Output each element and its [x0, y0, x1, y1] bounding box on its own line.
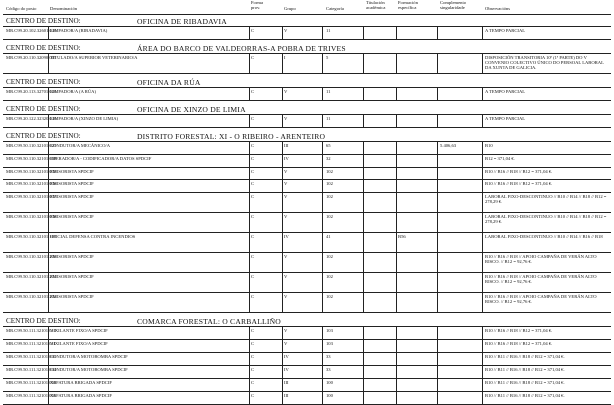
section-heading: [0, 131, 614, 141]
cell-grupo: V: [284, 28, 288, 33]
cell-observacions: B10 // B11 // B16 // B18 // B12 = 371,04 €.: [485, 367, 565, 372]
cell-codigo: MR.C99.50.110.32101.036: [6, 181, 57, 187]
cell-categoria: 102: [326, 214, 333, 220]
cell-denominacion: CONDUTOR/A MOTOBOMBA SPDCIF: [50, 354, 128, 360]
cell-categoria: 102: [326, 181, 333, 187]
cell-codigo: MR.C99.20.102.32601.010: [6, 28, 57, 33]
cell-grupo: IV: [284, 155, 289, 161]
section-name: DISTRITO FORESTAL: XI - O RIBEIRO - ARENTEIRO: [137, 131, 326, 141]
cell-forma: C: [251, 155, 255, 161]
cell-grupo: V: [284, 88, 288, 94]
header-formas: Forma prov.: [251, 0, 263, 10]
cell-categoria: 102: [326, 274, 333, 280]
cell-observacions: B10 // B11 // B16 // B18 // B12 = 371,04 €.: [485, 354, 565, 360]
column-rule: [48, 326, 49, 403]
cell-denominacion: VIXILANTE FIXO/A SPDCIF: [50, 341, 108, 347]
cell-observacions: B10 // B11 // B16 // B18 // B12 = 371,04 €.: [485, 379, 565, 385]
row-rule: [3, 312, 611, 313]
column-rule: [48, 87, 49, 100]
cell-observacions: B10 // B11 // B16 // B18 // B12 = 371,04 €.: [485, 392, 565, 398]
cell-forma: C: [251, 274, 255, 280]
cell-codigo: MR.C99.50.110.32101.030: [6, 155, 57, 161]
cell-grupo: V: [284, 328, 288, 334]
column-rule: [363, 87, 364, 100]
cell-grupo: V: [284, 168, 288, 174]
cell-grupo: III: [284, 392, 289, 398]
cell-observacions: B10 // B16 // B18 // B12 = 371,04 €.: [485, 328, 553, 334]
cell-observacions: LABORAL FIXO-DESCONTINUO // B10 // B14 // B18 // B12 = 278,29 €.: [485, 194, 607, 205]
cell-forma: C: [251, 28, 255, 33]
column-rule: [363, 53, 364, 73]
table-row: [0, 352, 614, 365]
cell-categoria: 103: [326, 328, 333, 334]
cell-categoria: 41: [326, 234, 331, 240]
cell-grupo: III: [284, 142, 289, 148]
header-complemento: Complemento singularidade: [440, 0, 467, 10]
table-row: [0, 212, 614, 232]
cell-grupo: III: [284, 379, 289, 385]
table-row: [0, 292, 614, 312]
row-rule: [3, 73, 611, 74]
header-observacions: Observacións: [485, 6, 511, 11]
cell-forma: C: [251, 168, 255, 174]
cell-denominacion: LIMPADOR/A (XINZO DE LIMIA): [50, 115, 119, 121]
header-rule: [3, 14, 611, 15]
column-rule: [363, 114, 364, 127]
cell-grupo: IV: [284, 354, 289, 360]
column-rule: [322, 26, 323, 39]
column-rule: [322, 114, 323, 127]
cell-denominacion: EMISORISTA SPDCIF: [50, 274, 94, 280]
cell-codigo: MR.C99.50.110.32101.201: [6, 274, 57, 280]
cell-forma: C: [251, 379, 255, 385]
section-label: CENTRO DE DESTINO:: [6, 77, 81, 86]
cell-forma: C: [251, 194, 255, 200]
column-rule: [396, 53, 397, 73]
column-rule: [482, 114, 483, 127]
section-name: OFICINA DE RIBADAVIA: [137, 17, 227, 26]
table-header: [0, 0, 614, 15]
cell-forma: C: [251, 214, 255, 220]
cell-denominacion: LIMPADOR/A (RIBADAVIA): [50, 28, 108, 33]
header-categoria: Categoría: [326, 6, 344, 11]
column-rule: [396, 114, 397, 127]
cell-observacions: B10 // B16 // B18 // B12 = 371,04 €.: [485, 181, 553, 187]
cell-forma: C: [251, 354, 255, 360]
cell-codigo: MR.C99.50.111.32101.011: [6, 341, 56, 347]
cell-categoria: 33: [326, 367, 331, 372]
cell-forma: C: [251, 392, 255, 398]
column-rule: [282, 26, 283, 39]
header-denominacion: Denominación: [50, 6, 78, 11]
cell-denominacion: EMISORISTA SPDCIF: [50, 294, 94, 300]
header-formacion: Formación específica: [398, 0, 418, 10]
column-rule: [322, 53, 323, 73]
section-heading: [0, 77, 614, 87]
cell-denominacion: EMISORISTA SPDCIF: [50, 214, 94, 220]
cell-categoria: 33: [326, 354, 331, 360]
cell-observacions: A TEMPO PARCIAL: [485, 115, 526, 121]
table-row: [0, 154, 614, 167]
cell-denominacion: EMISORISTA SPDCIF: [50, 168, 94, 174]
cell-categoria: 102: [326, 194, 333, 200]
section-label: CENTRO DE DESTINO:: [6, 317, 81, 326]
column-rule: [363, 26, 364, 39]
column-rule: [363, 141, 364, 313]
cell-categoria: 65: [326, 142, 331, 148]
cell-codigo: MR.C99.50.110.32101.038: [6, 214, 57, 220]
cell-forma: C: [251, 367, 255, 372]
table-row: [0, 272, 614, 292]
cell-observacions: B10 // B16 // B18 // APOIO CAMPAÑA DE VERÁN ALTO RISCO. // B12 = 92,76 €.: [485, 294, 597, 305]
column-rule: [282, 141, 283, 313]
cell-denominacion: XEFATURA BRIGADA SPDCIF: [50, 392, 112, 398]
column-rule: [48, 53, 49, 73]
section-name: OFICINA DA RÚA: [137, 77, 201, 87]
cell-denominacion: EMISORISTA SPDCIF: [50, 181, 94, 187]
column-rule: [249, 141, 250, 313]
cell-categoria: 100: [326, 379, 333, 385]
cell-grupo: V: [284, 274, 288, 280]
cell-observacions: B12 = 371,04 €.: [485, 155, 515, 161]
cell-forma: C: [251, 328, 255, 334]
column-rule: [249, 87, 250, 100]
column-rule: [482, 26, 483, 39]
table-row: [0, 87, 614, 100]
column-rule: [437, 114, 438, 127]
section-label: CENTRO DE DESTINO:: [6, 17, 81, 25]
cell-grupo: V: [284, 254, 288, 260]
table-row: [0, 232, 614, 252]
column-rule: [249, 26, 250, 39]
table-row: [0, 192, 614, 212]
column-rule: [249, 326, 250, 403]
cell-categoria: 103: [326, 341, 333, 347]
table-row: [0, 365, 614, 378]
column-rule: [482, 326, 483, 403]
cell-denominacion: OPERADOR/A - CODIFICADOR/A DATOS SPDCIF: [50, 155, 152, 161]
cell-categoria: 100: [326, 392, 333, 398]
column-rule: [282, 87, 283, 100]
cell-forma: C: [251, 142, 255, 148]
cell-formacion: B56: [398, 234, 406, 240]
column-rule: [48, 141, 49, 313]
table-row: [0, 114, 614, 127]
column-rule: [48, 114, 49, 127]
cell-categoria: 102: [326, 254, 333, 260]
table-row: [0, 378, 614, 391]
column-rule: [396, 87, 397, 100]
column-rule: [282, 53, 283, 73]
cell-categoria: 11: [326, 88, 331, 94]
column-rule: [282, 326, 283, 403]
section-name: ÁREA DO BARCO DE VALDEORRAS-A POBRA DE TRIVES: [137, 43, 346, 53]
column-rule: [482, 87, 483, 100]
table-row: [0, 179, 614, 192]
header-grupo: Grupo: [284, 6, 296, 11]
section-heading: [0, 43, 614, 53]
cell-observacions: A TEMPO PARCIAL: [485, 88, 526, 94]
cell-categoria: 32: [326, 155, 331, 161]
cell-grupo: IV: [284, 367, 289, 372]
cell-observacions: B10 // B16 // B18 // APOIO CAMPAÑA DE VERÁN ALTO RISCO. // B12 = 92,76 €.: [485, 254, 597, 265]
cell-observacions: B10 // B16 // B18 // APOIO CAMPAÑA DE VERÁN ALTO RISCO. // B12 = 92,76 €.: [485, 274, 597, 285]
cell-codigo: MR.C99.20.113.32701.010: [6, 88, 57, 94]
table-row: [0, 339, 614, 352]
cell-denominacion: CONDUTOR/A MECÁNICO/A: [50, 142, 111, 148]
column-rule: [322, 326, 323, 403]
table-row: [0, 141, 614, 154]
cell-categoria: 102: [326, 168, 333, 174]
section-label: CENTRO DE DESTINO:: [6, 104, 81, 113]
cell-denominacion: VIXILANTE FIXO/A SPDCIF: [50, 328, 108, 334]
column-rule: [437, 26, 438, 39]
cell-categoria: 11: [326, 115, 331, 121]
cell-forma: C: [251, 254, 255, 260]
cell-categoria: 5: [326, 54, 329, 60]
column-rule: [48, 26, 49, 39]
cell-observacions: B10 // B16 // B18 // B12 = 371,04 €.: [485, 341, 553, 347]
section-label: CENTRO DE DESTINO:: [6, 43, 81, 52]
column-rule: [249, 53, 250, 73]
cell-codigo: MR.C99.50.110.32101.200: [6, 254, 57, 260]
cell-codigo: MR.C99.50.110.32101.025: [6, 142, 57, 148]
cell-denominacion: CONDUTOR/A MOTOBOMBA SPDCIF: [50, 367, 128, 372]
column-rule: [396, 141, 397, 313]
cell-codigo: MR.C99.50.110.32101.101: [6, 234, 57, 240]
table-row: [0, 326, 614, 339]
cell-denominacion: TITULADO/A SUPERIOR VETERINARIO/A: [50, 54, 138, 60]
cell-complemento: 5.406,63: [440, 142, 457, 148]
cell-forma: C: [251, 88, 255, 94]
cell-observacions: A TEMPO PARCIAL: [485, 28, 526, 33]
column-rule: [482, 53, 483, 73]
table-row: [0, 26, 614, 39]
cell-observacions: DISPOSICIÓN TRANSITORIA 10ª (1ª PARTE) DO V CONVENIO COLECTIVO ÚNICO DO PERSOAL LABORAL DA XUNTA DE GALICIA.: [485, 54, 604, 70]
cell-forma: C: [251, 115, 255, 121]
cell-codigo: MR.C99.50.110.32101.202: [6, 294, 57, 300]
table-row: [0, 53, 614, 73]
section-name: OFICINA DE XINZO DE LIMIA: [137, 104, 246, 114]
cell-codigo: MR.C99.20.122.32320.010: [6, 115, 57, 121]
cell-categoria: 102: [326, 294, 333, 300]
cell-codigo: MR.C99.50.111.32101.034: [6, 367, 57, 372]
cell-forma: C: [251, 181, 255, 187]
column-rule: [363, 326, 364, 403]
section-heading: [0, 16, 614, 26]
cell-codigo: MR.C99.50.110.32101.035: [6, 168, 57, 174]
column-rule: [322, 141, 323, 313]
section-heading: [0, 104, 614, 114]
cell-grupo: IV: [284, 234, 289, 240]
cell-codigo: MR.C99.50.111.32101.031: [6, 354, 57, 360]
cell-denominacion: XEFATURA BRIGADA SPDCIF: [50, 379, 112, 385]
column-rule: [437, 53, 438, 73]
cell-observacions: B10: [485, 142, 493, 148]
cell-grupo: V: [284, 341, 288, 347]
table-row: [0, 167, 614, 180]
cell-observacions: LABORAL FIXO-DESCONTINUO // B10 // B14 // B18 // B12 = 278,29 €.: [485, 214, 607, 225]
cell-codigo: MR.C99.50.111.32101.010: [6, 328, 57, 334]
cell-grupo: V: [284, 115, 288, 121]
cell-denominacion: EMISORISTA SPDCIF: [50, 194, 94, 200]
section-name: COMARCA FORESTAL: O CARBALLIÑO: [137, 317, 281, 327]
cell-codigo: MR.C99.20.110.32090.005: [6, 54, 57, 60]
table-row: [0, 252, 614, 272]
section-heading: [0, 316, 614, 326]
cell-observacions: B10 // B16 // B18 // B12 = 371,04 €.: [485, 168, 553, 174]
section-label: CENTRO DE DESTINO:: [6, 131, 81, 140]
cell-grupo: V: [284, 181, 288, 187]
cell-forma: C: [251, 234, 255, 240]
cell-denominacion: LIMPADOR/A (A RÚA): [50, 88, 97, 94]
cell-categoria: 11: [326, 28, 331, 33]
column-rule: [396, 326, 397, 403]
column-rule: [437, 326, 438, 403]
row-rule: [3, 39, 611, 40]
cell-codigo: MR.C99.50.110.32101.037: [6, 194, 57, 200]
row-rule: [3, 127, 611, 128]
cell-grupo: V: [284, 294, 288, 300]
table-row: [0, 391, 614, 404]
row-rule: [3, 100, 611, 101]
cell-denominacion: OFICIAL DEFENSA CONTRA INCENDIOS: [50, 234, 136, 240]
column-rule: [437, 87, 438, 100]
column-rule: [482, 141, 483, 313]
column-rule: [437, 141, 438, 313]
column-rule: [322, 87, 323, 100]
header-codigo: Código do posto: [6, 6, 37, 11]
cell-grupo: V: [284, 194, 288, 200]
column-rule: [396, 26, 397, 39]
cell-codigo: MR.C99.50.111.32101.055: [6, 392, 57, 398]
cell-grupo: I: [284, 54, 286, 60]
cell-denominacion: EMISORISTA SPDCIF: [50, 254, 94, 260]
column-rule: [249, 114, 250, 127]
cell-forma: C: [251, 341, 255, 347]
column-rule: [282, 114, 283, 127]
header-titulacion: Titulación académica: [366, 0, 386, 10]
cell-codigo: MR.C99.50.111.32101.050: [6, 379, 57, 385]
cell-grupo: V: [284, 214, 288, 220]
cell-forma: C: [251, 294, 255, 300]
cell-observacions: LABORAL FIXO-DESCONTINUO // B10 // B14 // B16 // B18: [485, 234, 603, 240]
cell-forma: C: [251, 54, 255, 60]
